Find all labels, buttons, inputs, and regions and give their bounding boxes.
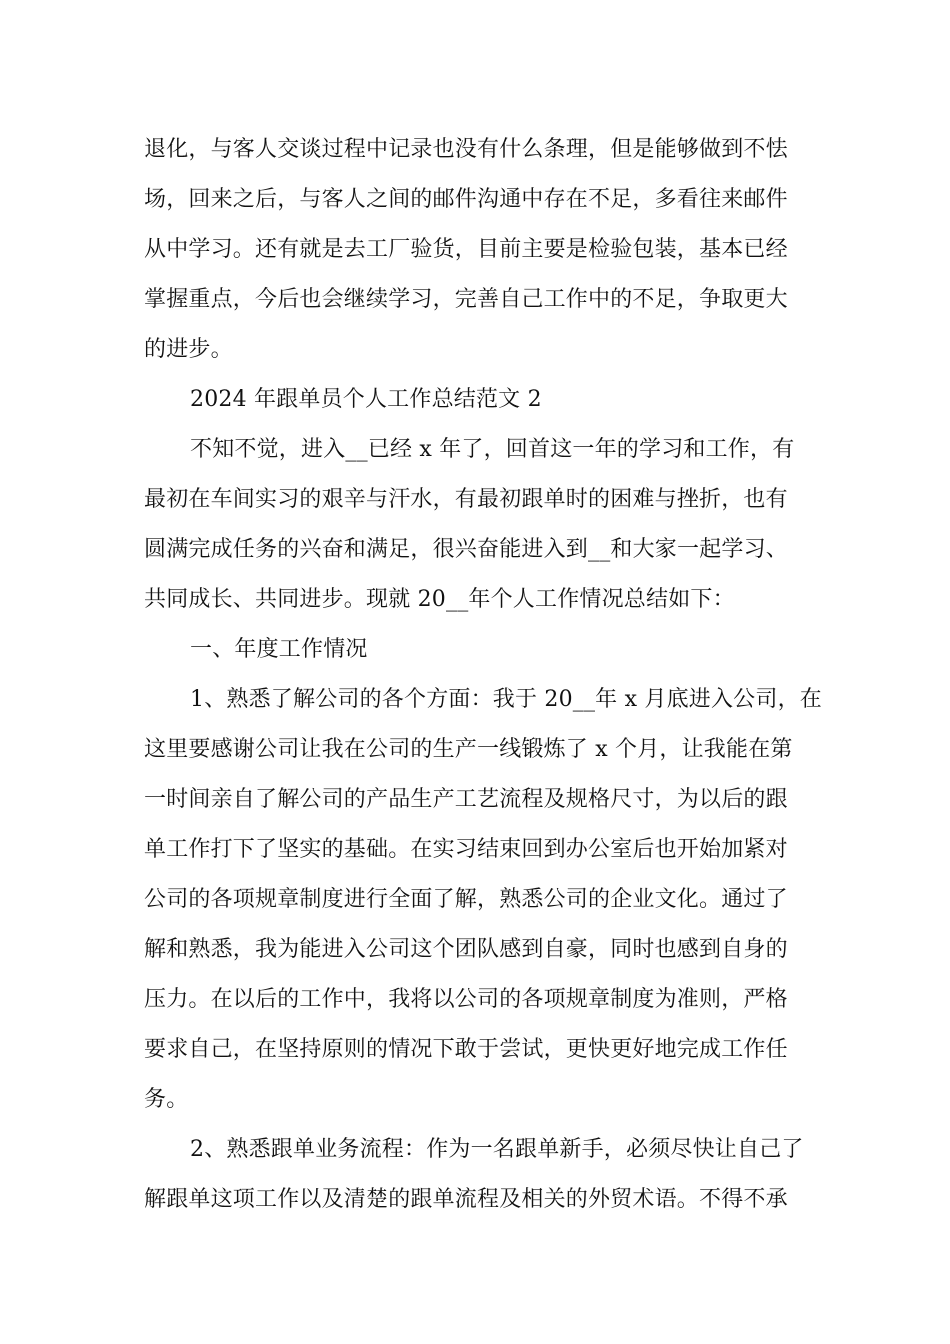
text-line-20: 务。 [144,1087,189,1112]
text-line-21: 2、熟悉跟单业务流程：作为一名跟单新手，必须尽快让自己了 [190,1137,804,1162]
text-line-12: 1、熟悉了解公司的各个方面：我于 20__年 x 月底进入公司，在 [190,687,822,712]
text-line-17: 解和熟悉，我为能进入公司这个团队感到自豪，同时也感到自身的 [144,937,788,962]
subheading: 一、年度工作情况 [190,637,368,662]
text-line-15: 单工作打下了坚实的基础。在实习结束回到办公室后也开始加紧对 [144,837,788,862]
text-line-4: 掌握重点，今后也会继续学习，完善自己工作中的不足，争取更大 [144,287,788,312]
text-line-8: 最初在车间实习的艰辛与汗水，有最初跟单时的困难与挫折，也有 [144,487,788,512]
text-line-2: 场，回来之后，与客人之间的邮件沟通中存在不足，多看往来邮件 [144,187,788,212]
text-line-16: 公司的各项规章制度进行全面了解，熟悉公司的企业文化。通过了 [144,887,788,912]
text-line-10: 共同成长、共同进步。现就 20__年个人工作情况总结如下： [144,587,735,612]
text-line-9: 圆满完成任务的兴奋和满足，很兴奋能进入到__和大家一起学习、 [144,537,789,562]
text-line-22: 解跟单这项工作以及清楚的跟单流程及相关的外贸术语。不得不承 [144,1187,788,1212]
text-line-13: 这里要感谢公司让我在公司的生产一线锻炼了 x 个月，让我能在第 [144,737,793,762]
text-line-5: 的进步。 [144,337,233,362]
text-line-1: 退化，与客人交谈过程中记录也没有什么条理，但是能够做到不怯 [144,137,788,162]
text-line-7: 不知不觉，进入__已经 x 年了，回首这一年的学习和工作，有 [190,437,795,462]
text-line-18: 压力。在以后的工作中，我将以公司的各项规章制度为准则，严格 [144,987,788,1012]
text-line-19: 要求自己，在坚持原则的情况下敢于尝试，更快更好地完成工作任 [144,1037,788,1062]
text-line-14: 一时间亲自了解公司的产品生产工艺流程及规格尺寸，为以后的跟 [144,787,788,812]
section-title: 2024 年跟单员个人工作总结范文 2 [190,387,542,412]
text-line-3: 从中学习。还有就是去工厂验货，目前主要是检验包装，基本已经 [144,237,788,262]
